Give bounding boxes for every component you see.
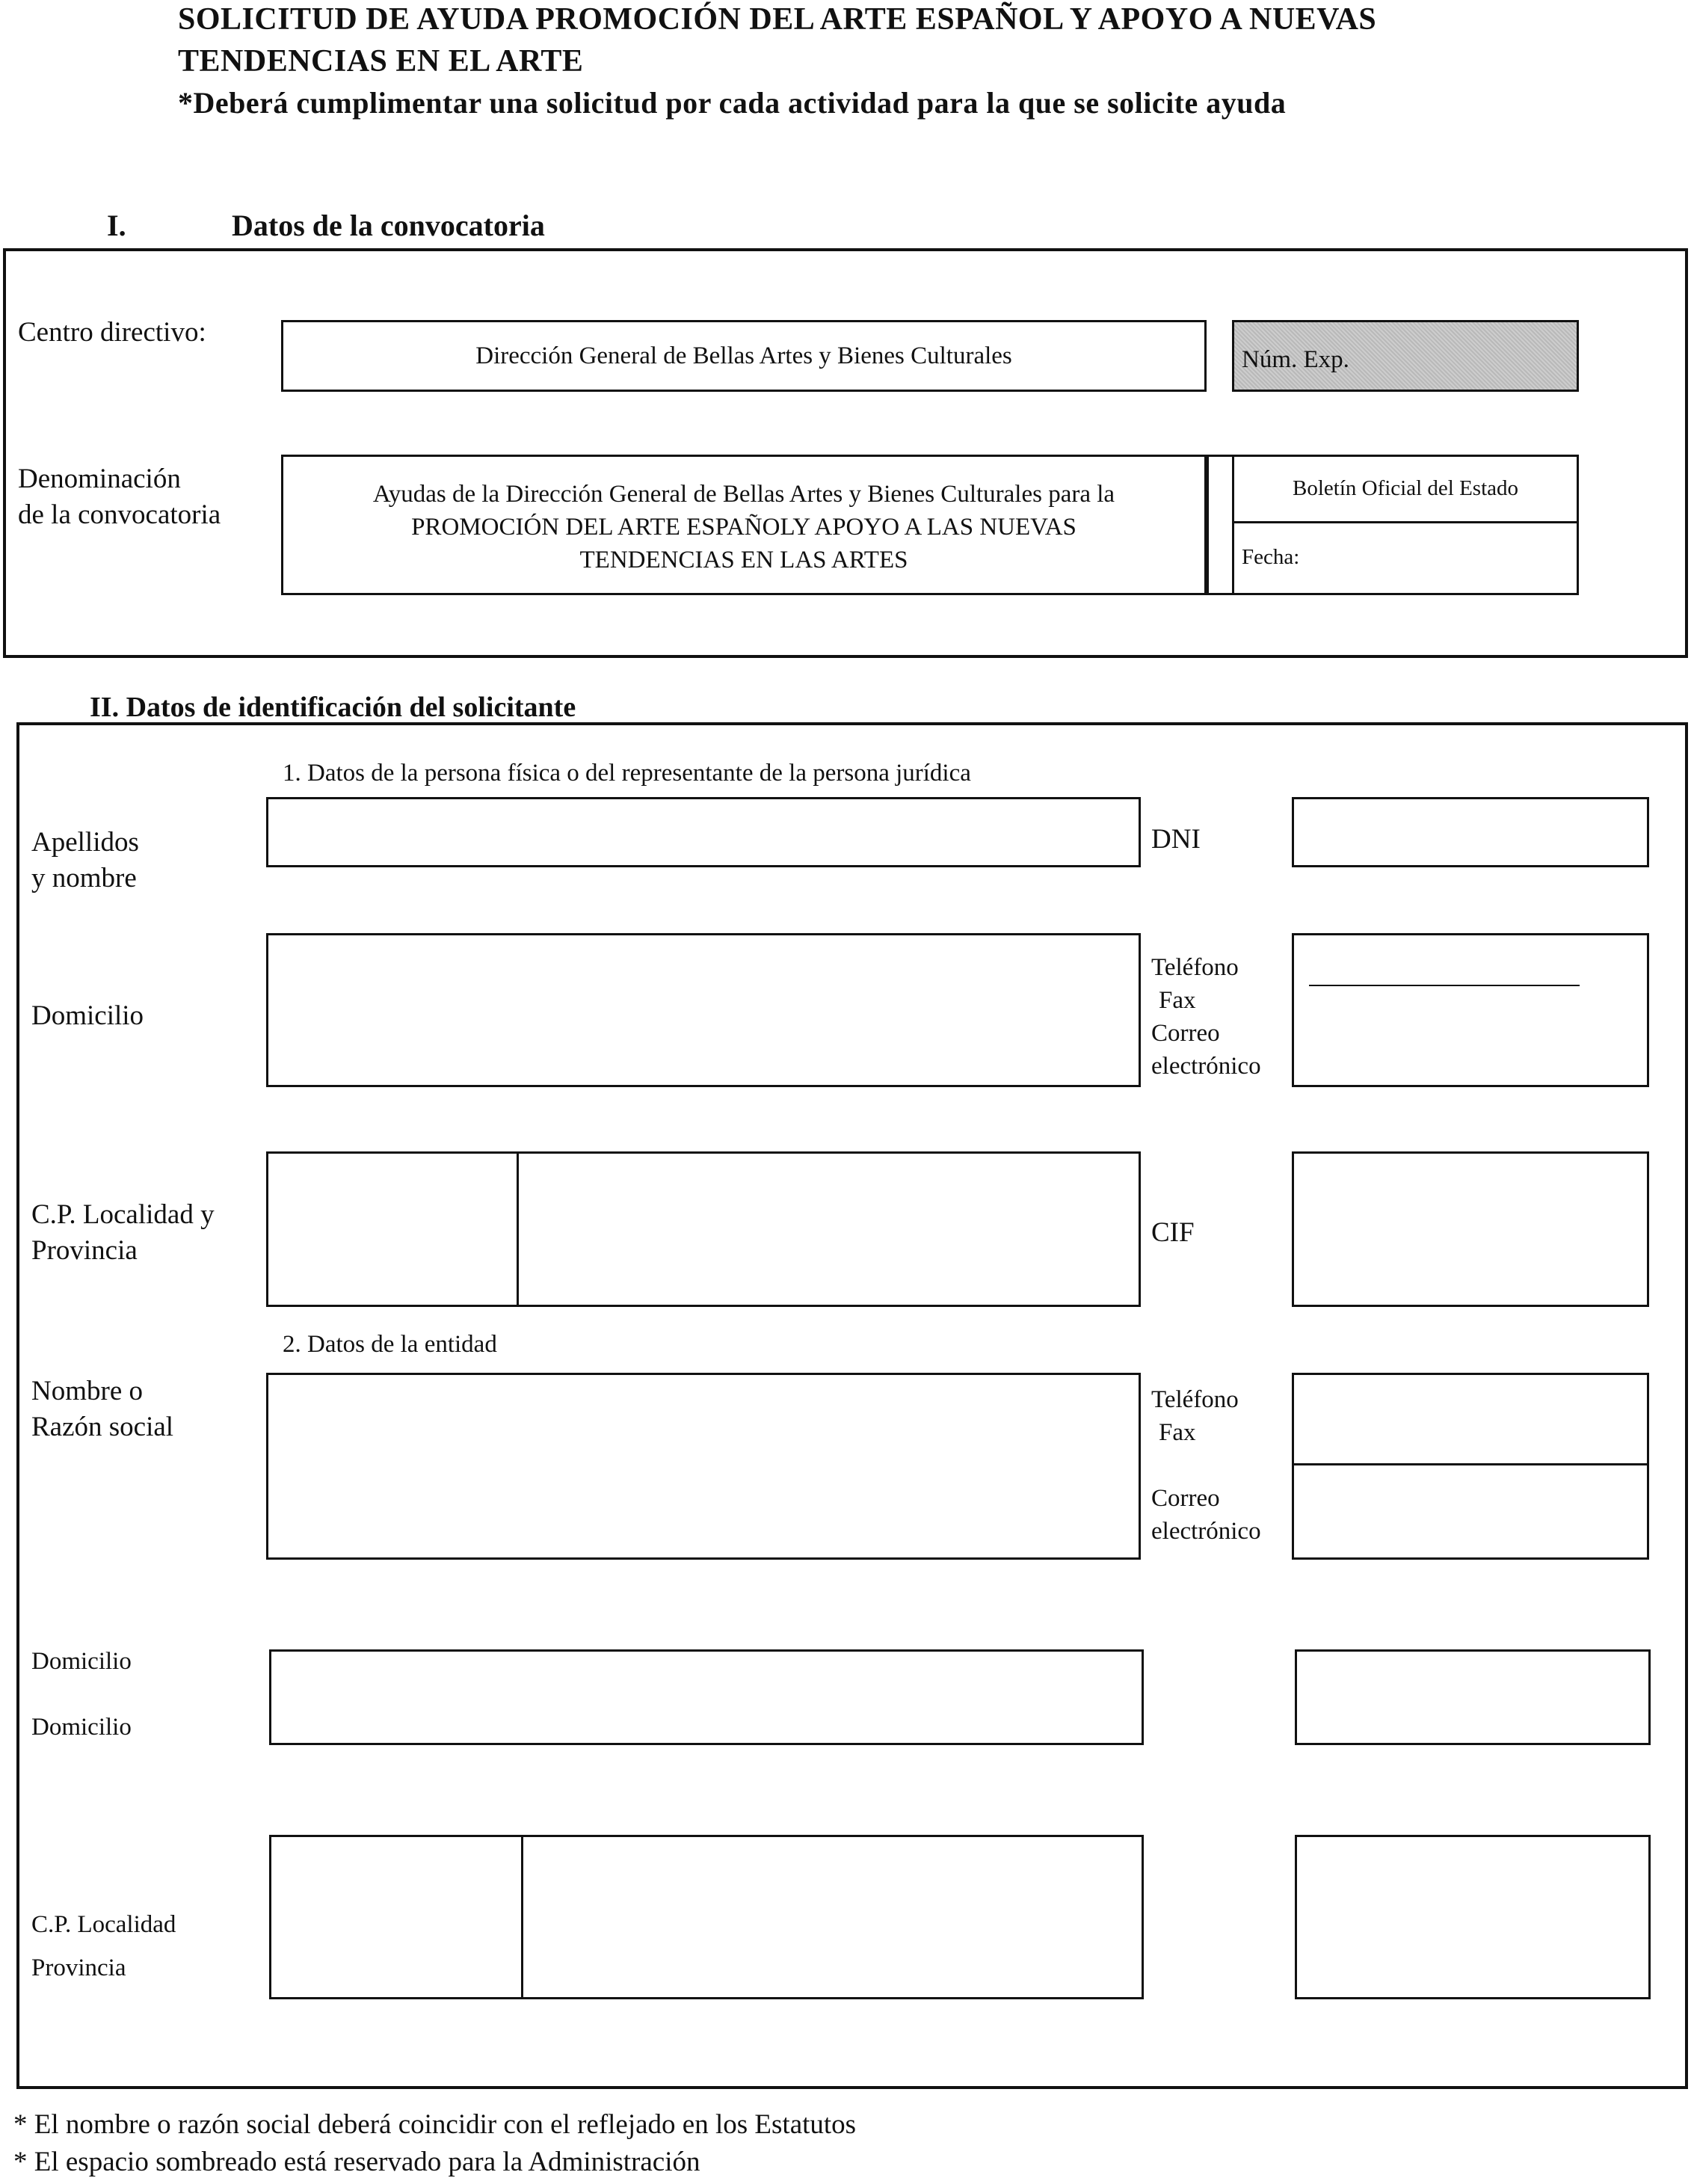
footnote-razon-social: * El nombre o razón social deberá coincidir con el reflejado en los Estatutos xyxy=(13,2109,857,2140)
num-exp-label: Núm. Exp. xyxy=(1242,346,1349,373)
telefono-fax-entidad-input[interactable] xyxy=(1292,1373,1649,1465)
nombre-label-1: Nombre o xyxy=(31,1376,143,1406)
centro-directivo-value: Dirección General de Bellas Artes y Bienes Culturales xyxy=(475,342,1012,369)
dni-input[interactable] xyxy=(1292,797,1649,867)
denominacion-value-3: TENDENCIAS EN LAS ARTES xyxy=(579,547,908,573)
cp-label-2: Provincia xyxy=(31,1235,138,1266)
dni-label: DNI xyxy=(1151,824,1201,855)
cp-entidad-extra-input[interactable] xyxy=(1295,1835,1651,1999)
domicilio2-label-b: Domicilio xyxy=(31,1714,132,1741)
denominacion-label-2: de la convocatoria xyxy=(18,499,221,530)
section1-title: Datos de la convocatoria xyxy=(232,209,545,242)
apellidos-label-2: y nombre xyxy=(31,863,137,893)
telefono2-label: Teléfono xyxy=(1151,1386,1239,1413)
section1-frame xyxy=(3,248,1688,658)
fax-label: Fax xyxy=(1159,987,1196,1014)
form-title-line1: SOLICITUD DE AYUDA PROMOCIÓN DEL ARTE ESPAÑOL Y APOYO A NUEVAS xyxy=(178,2,1377,37)
domicilio-entidad-extra-input[interactable] xyxy=(1295,1649,1651,1745)
codigo-postal-input[interactable] xyxy=(266,1151,519,1307)
section2-title: II. Datos de identificación del solicitante xyxy=(90,692,576,723)
correo2-label: Correo xyxy=(1151,1485,1220,1512)
apellidos-label-1: Apellidos xyxy=(31,827,139,858)
form-title-line2: TENDENCIAS EN EL ARTE xyxy=(178,44,584,79)
cp2-label-2: Provincia xyxy=(31,1954,126,1981)
fecha-label: Fecha: xyxy=(1242,545,1300,569)
correo-label: Correo xyxy=(1151,1020,1220,1047)
domicilio-label: Domicilio xyxy=(31,1000,144,1031)
cif-input[interactable] xyxy=(1292,1151,1649,1307)
electronico2-label: electrónico xyxy=(1151,1518,1261,1545)
localidad-provincia-input[interactable] xyxy=(517,1151,1141,1307)
telefono-underline xyxy=(1309,985,1580,986)
codigo-postal-entidad-input[interactable] xyxy=(269,1835,523,1999)
boletin-box[interactable] xyxy=(1232,455,1579,595)
telefono-label: Teléfono xyxy=(1151,954,1239,981)
cif-label: CIF xyxy=(1151,1217,1195,1248)
section1-number: I. xyxy=(107,209,126,242)
nombre-label-2: Razón social xyxy=(31,1412,174,1442)
denominacion-value-2: PROMOCIÓN DEL ARTE ESPAÑOLY APOYO A LAS NUEVAS xyxy=(411,514,1076,541)
correo-entidad-input[interactable] xyxy=(1292,1463,1649,1560)
denominacion-value-1: Ayudas de la Dirección General de Bellas Artes y Bienes Culturales para la xyxy=(372,481,1115,508)
denominacion-field[interactable] xyxy=(281,455,1207,595)
footnote-espacio-sombreado: * El espacio sombreado está reservado para la Administración xyxy=(13,2147,700,2177)
localidad-provincia-entidad-input[interactable] xyxy=(521,1835,1144,1999)
cp2-label-1: C.P. Localidad xyxy=(31,1911,176,1938)
domicilio2-label-a: Domicilio xyxy=(31,1648,132,1675)
section2-frame xyxy=(16,722,1688,2089)
domicilio-entidad-input[interactable] xyxy=(269,1649,1144,1745)
subsection1-title: 1. Datos de la persona física o del representante de la persona jurídica xyxy=(283,760,971,787)
subsection2-title: 2. Datos de la entidad xyxy=(283,1331,497,1358)
boletin-label: Boletín Oficial del Estado xyxy=(1292,476,1518,500)
apellidos-nombre-input[interactable] xyxy=(266,797,1141,867)
domicilio-input[interactable] xyxy=(266,933,1141,1087)
denominacion-label-1: Denominación xyxy=(18,464,181,494)
form-subtitle: *Deberá cumplimentar una solicitud por cada actividad para la que se solicite ayuda xyxy=(178,86,1287,120)
cp-label-1: C.P. Localidad y xyxy=(31,1199,215,1230)
centro-directivo-field[interactable] xyxy=(281,320,1207,392)
centro-directivo-label: Centro directivo: xyxy=(18,317,206,348)
contacto-input[interactable] xyxy=(1292,933,1649,1087)
electronico-label: electrónico xyxy=(1151,1053,1261,1080)
boletin-divider xyxy=(1234,521,1577,523)
num-exp-field xyxy=(1232,320,1579,392)
razon-social-input[interactable] xyxy=(266,1373,1141,1560)
fax2-label: Fax xyxy=(1159,1419,1196,1446)
